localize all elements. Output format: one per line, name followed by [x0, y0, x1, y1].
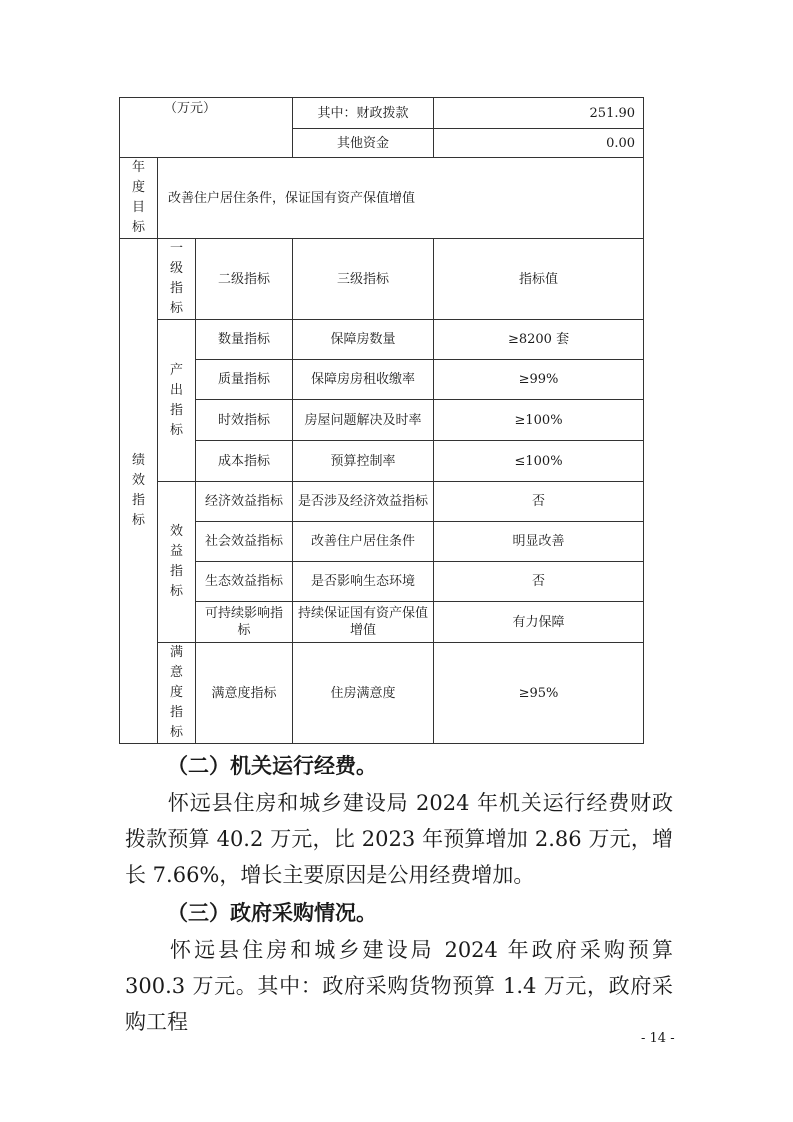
- level3-cell: 改善住户居住条件: [293, 522, 434, 562]
- funding-row-label: 其他资金: [293, 129, 434, 158]
- level2-cell: 社会效益指标: [196, 522, 293, 562]
- level2-cell: 质量指标: [196, 360, 293, 400]
- goal-header: 年度目标: [120, 158, 158, 239]
- funding-row-label: 其中：财政拨款: [293, 98, 434, 129]
- section-heading: （二）机关运行经费。: [167, 753, 377, 778]
- goal-text: 改善住户居住条件，保证国有资产保值增值: [158, 158, 644, 239]
- level2-cell: 数量指标: [196, 320, 293, 360]
- performance-table: [119, 97, 644, 744]
- value-cell: ≤100%: [434, 441, 644, 482]
- level3-cell: 房屋问题解决及时率: [293, 400, 434, 441]
- level3-cell: 持续保证国有资产保值增值: [293, 602, 434, 643]
- value-cell: 有力保障: [434, 602, 644, 643]
- level1-output: 产出指标: [158, 320, 196, 482]
- level3-cell: 保障房房租收缴率: [293, 360, 434, 400]
- level1-satisfaction: 满意度指标: [158, 643, 196, 744]
- section-paragraph: 怀远县住房和城乡建设局 2024 年政府采购预算 300.3 万元。其中：政府采购货物预算 1.4 万元，政府采购工程: [125, 938, 673, 1034]
- level2-cell: 满意度指标: [196, 643, 293, 744]
- perf-header: 绩效指标: [120, 239, 158, 744]
- value-cell: ≥95%: [434, 643, 644, 744]
- level3-cell: 是否影响生态环境: [293, 562, 434, 602]
- section-heading: （三）政府采购情况。: [167, 900, 377, 925]
- level2-cell: 生态效益指标: [196, 562, 293, 602]
- level3-cell: 是否涉及经济效益指标: [293, 482, 434, 522]
- col-header-level1: 一级指标: [158, 239, 196, 320]
- col-header-level2: 二级指标: [196, 239, 293, 320]
- value-cell: 否: [434, 482, 644, 522]
- value-cell: ≥8200 套: [434, 320, 644, 360]
- level2-cell: 时效指标: [196, 400, 293, 441]
- value-cell: 否: [434, 562, 644, 602]
- page-number: - 14 -: [641, 1031, 675, 1046]
- funding-row-value: 251.90: [434, 98, 644, 129]
- funding-unit-label: （万元）: [120, 98, 293, 158]
- level3-cell: 保障房数量: [293, 320, 434, 360]
- value-cell: ≥100%: [434, 400, 644, 441]
- section-paragraph: 怀远县住房和城乡建设局 2024 年机关运行经费财政拨款预算 40.2 万元，比 2023 年预算增加 2.86 万元，增长 7.66%，增长主要原因是公用经费增加。: [125, 791, 673, 887]
- level2-cell: 成本指标: [196, 441, 293, 482]
- col-header-value: 指标值: [434, 239, 644, 320]
- funding-row-value: 0.00: [434, 129, 644, 158]
- level1-benefit: 效益指标: [158, 482, 196, 643]
- value-cell: 明显改善: [434, 522, 644, 562]
- level3-cell: 住房满意度: [293, 643, 434, 744]
- level2-cell: 可持续影响指标: [196, 602, 293, 643]
- level2-cell: 经济效益指标: [196, 482, 293, 522]
- value-cell: ≥99%: [434, 360, 644, 400]
- col-header-level3: 三级指标: [293, 239, 434, 320]
- level3-cell: 预算控制率: [293, 441, 434, 482]
